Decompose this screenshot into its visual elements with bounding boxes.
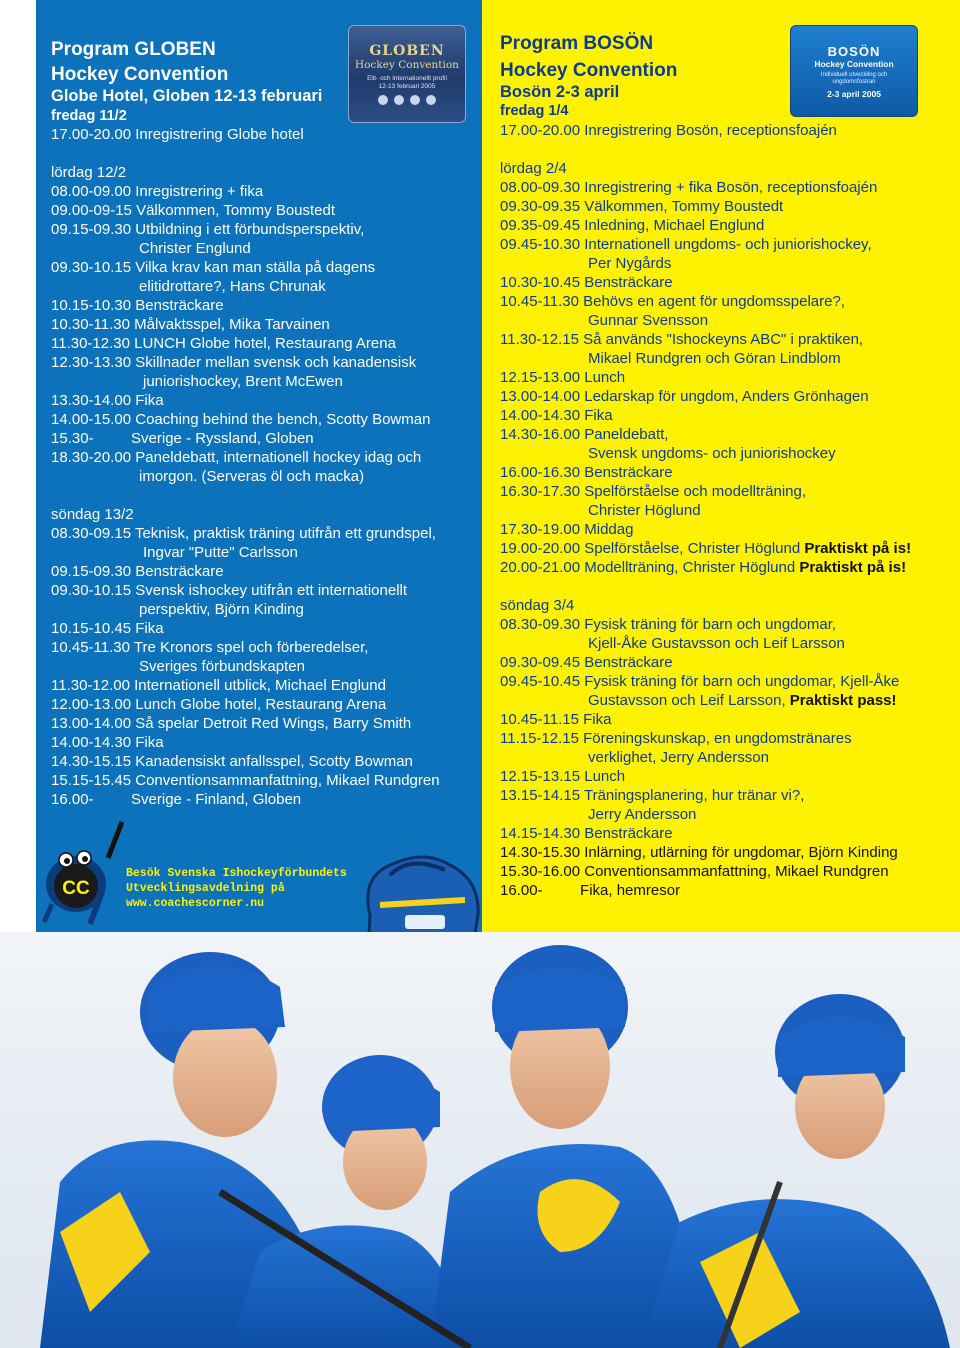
globen-day-sunday: söndag 13/2 [51,506,134,523]
schedule-line: 13.15-14.15 Träningsplanering, hur tränar vi?, [500,787,805,804]
schedule-line: 09.35-09.45 Inledning, Michael Englund [500,217,765,234]
coaches-corner-mascot-icon [40,818,124,928]
schedule-line: Svensk ungdoms- och juniorishockey [588,445,836,462]
schedule-line [500,558,906,577]
schedule-line: 09.45-10.30 Internationell ungdoms- och juniorishockey, [500,236,872,253]
badge-subtitle: Hockey Convention [355,59,459,71]
boson-panel [482,0,960,932]
schedule-line: Christer Höglund [588,502,701,519]
badge-subtitle: Hockey Convention [814,58,894,69]
schedule-line: 09.30-10.15 Svensk ishockey utifrån ett internationellt [51,582,408,599]
globen-title: Program GLOBEN [51,39,216,60]
schedule-line: 08.00-09.00 Inregistrering + fika [51,183,264,200]
schedule-line: 15.15-15.45 Conventionsammanfattning, Mikael Rundgren [51,772,440,789]
globen-day-saturday: lördag 12/2 [51,164,127,181]
schedule-line: 14.00-14.30 Fika [500,407,613,424]
schedule-line: 14.30-16.00 Paneldebatt, [500,426,669,443]
badge-text [367,75,447,91]
boson-subtitle: Bosön 2-3 april [500,83,620,101]
cc-line: Utvecklingsavdelning på [126,882,285,895]
schedule-line [588,691,897,710]
badge-text-line: Elit- och internationellt profil [367,75,447,82]
globen-panel [36,0,482,932]
schedule-line: Mikael Rundgren och Göran Lindblom [588,350,841,367]
coaches-corner-link-text[interactable] [126,866,386,911]
boson-day-friday: fredag 1/4 [500,103,569,119]
boson-badge-logo [790,25,918,117]
schedule-line: 11.15-12.15 Föreningskunskap, en ungdomstränares [500,730,852,747]
badge-title: BOSÖN [827,43,881,59]
hockey-players-photo [0,932,960,1348]
schedule-line: perspektiv, Björn Kinding [139,601,304,618]
schedule-line: 09.45-10.45 Fysisk träning för barn och ungdomar, Kjell-Åke [500,673,900,690]
boson-title-2: Hockey Convention [500,60,678,81]
cc-logo-text: CC [62,878,90,899]
schedule-line: 09.15-09.30 Utbildning i ett förbundsperspektiv, [51,221,365,238]
schedule-line: 14.30-15.15 Kanadensiskt anfallsspel, Scotty Bowman [51,753,413,770]
schedule-line: verklighet, Jerry Andersson [588,749,769,766]
badge-title: GLOBEN [369,43,445,59]
schedule-line: 13.00-14.00 Ledarskap för ungdom, Anders Grönhagen [500,388,869,405]
schedule-line: 08.30-09.30 Fysisk träning för barn och ungdomar, [500,616,837,633]
cc-line: Besök Svenska Ishockeyförbundets [126,867,347,880]
schedule-line [500,539,911,558]
praktiskt-label: Praktiskt på is! [804,540,912,557]
schedule-line: 16.00- Fika, hemresor [500,882,681,899]
schedule-line: 16.00-16.30 Bensträckare [500,464,673,481]
badge-date: 2-3 april 2005 [827,88,881,99]
schedule-line: 15.30- Sverige - Ryssland, Globen [51,430,314,447]
schedule-line: 14.15-14.30 Bensträckare [500,825,673,842]
praktiskt-label: Praktiskt på is! [799,559,907,576]
schedule-line: 10.30-10.45 Bensträckare [500,274,673,291]
schedule-line: 12.00-13.00 Lunch Globe hotel, Restaurang Arena [51,696,387,713]
globen-badge-logo [348,25,466,123]
cc-url-link[interactable]: www.coachescorner.nu [126,897,265,910]
schedule-line: 13.30-14.00 Fika [51,392,164,409]
schedule-line: 12.15-13.15 Lunch [500,768,626,785]
schedule-line: 10.45-11.15 Fika [500,711,612,728]
schedule-line: 09.30-10.15 Vilka krav kan man ställa på dagens [51,259,376,276]
schedule-line: 11.30-12.30 LUNCH Globe hotel, Restaurang Arena [51,335,396,352]
badge-date: 12-13 februari 2005 [378,83,436,90]
schedule-line: 09.30-09.45 Bensträckare [500,654,673,671]
schedule-text: Gustavsson och Leif Larsson, [588,692,790,709]
badge-text: Individuell utveckling och ungdomsfostran [820,71,888,85]
schedule-line: 12.15-13.00 Lunch [500,369,626,386]
schedule-line: Ingvar "Putte" Carlsson [143,544,298,561]
boson-title: Program BOSÖN [500,33,654,54]
schedule-line: 10.15-10.45 Fika [51,620,164,637]
schedule-line: 14.30-15.30 Inlärning, utlärning för ungdomar, Björn Kinding [500,844,898,861]
boson-day-saturday: lördag 2/4 [500,160,567,177]
schedule-line: 08.30-09.15 Teknisk, praktisk träning utifrån ett grundspel, [51,525,436,542]
schedule-line: 09.15-09.30 Bensträckare [51,563,224,580]
schedule-line: 11.30-12.00 Internationell utblick, Michael Englund [51,677,386,694]
schedule-line: 17.30-19.00 Middag [500,521,634,538]
schedule-line: imorgon. (Serveras öl och macka) [139,468,365,485]
schedule-line: Gunnar Svensson [588,312,709,329]
globen-subtitle: Globe Hotel, Globen 12-13 februari [51,87,323,105]
schedule-line: Christer Englund [139,240,251,257]
schedule-line: 10.30-11.30 Målvaktsspel, Mika Tarvainen [51,316,330,333]
praktiskt-label: Praktiskt pass! [789,692,897,709]
schedule-line: 16.00- Sverige - Finland, Globen [51,791,302,808]
schedule-line: 17.00-20.00 Inregistrering Globe hotel [51,126,304,143]
badge-sponsor-icons [378,95,436,105]
schedule-line: 10.45-11.30 Behövs en agent för ungdomsspelare?, [500,293,845,310]
schedule-line: 12.30-13.30 Skillnader mellan svensk och kanadensisk [51,354,417,371]
schedule-line: 09.00-09-15 Välkommen, Tommy Boustedt [51,202,336,219]
schedule-line: 18.30-20.00 Paneldebatt, internationell hockey idag och [51,449,422,466]
schedule-line: 10.15-10.30 Bensträckare [51,297,224,314]
schedule-text: 19.00-20.00 Spelförståelse, Christer Höglund [500,540,805,557]
boson-day-sunday: söndag 3/4 [500,597,575,614]
schedule-text: 20.00-21.00 Modellträning, Christer Höglund [500,559,800,576]
schedule-line: 11.30-12.15 Så används "Ishockeyns ABC" i praktiken, [500,331,864,348]
schedule-line: Kjell-Åke Gustavsson och Leif Larsson [588,635,845,652]
schedule-line: 10.45-11.30 Tre Kronors spel och förberedelser, [51,639,369,656]
schedule-line: 09.30-09.35 Välkommen, Tommy Boustedt [500,198,784,215]
schedule-line: Jerry Andersson [588,806,697,823]
schedule-line: 14.00-14.30 Fika [51,734,164,751]
schedule-line: 17.00-20.00 Inregistrering Bosön, receptionsfoajén [500,122,837,139]
players-celebration-image [0,932,960,1348]
schedule-line: 14.00-15.00 Coaching behind the bench, Scotty Bowman [51,411,431,428]
schedule-line: elitidrottare?, Hans Chrunak [139,278,326,295]
schedule-line: juniorishockey, Brent McEwen [143,373,343,390]
schedule-line: 08.00-09.30 Inregistrering + fika Bosön, receptionsfoajén [500,179,878,196]
globen-title-2: Hockey Convention [51,64,229,85]
schedule-line: 15.30-16.00 Conventionsammanfattning, Mikael Rundgren [500,863,889,880]
schedule-line: Sveriges förbundskapten [139,658,305,675]
schedule-line: Per Nygårds [588,255,672,272]
schedule-line: 13.00-14.00 Så spelar Detroit Red Wings, Barry Smith [51,715,412,732]
globen-day-friday: fredag 11/2 [51,108,127,124]
schedule-line: 16.30-17.30 Spelförståelse och modellträning, [500,483,807,500]
